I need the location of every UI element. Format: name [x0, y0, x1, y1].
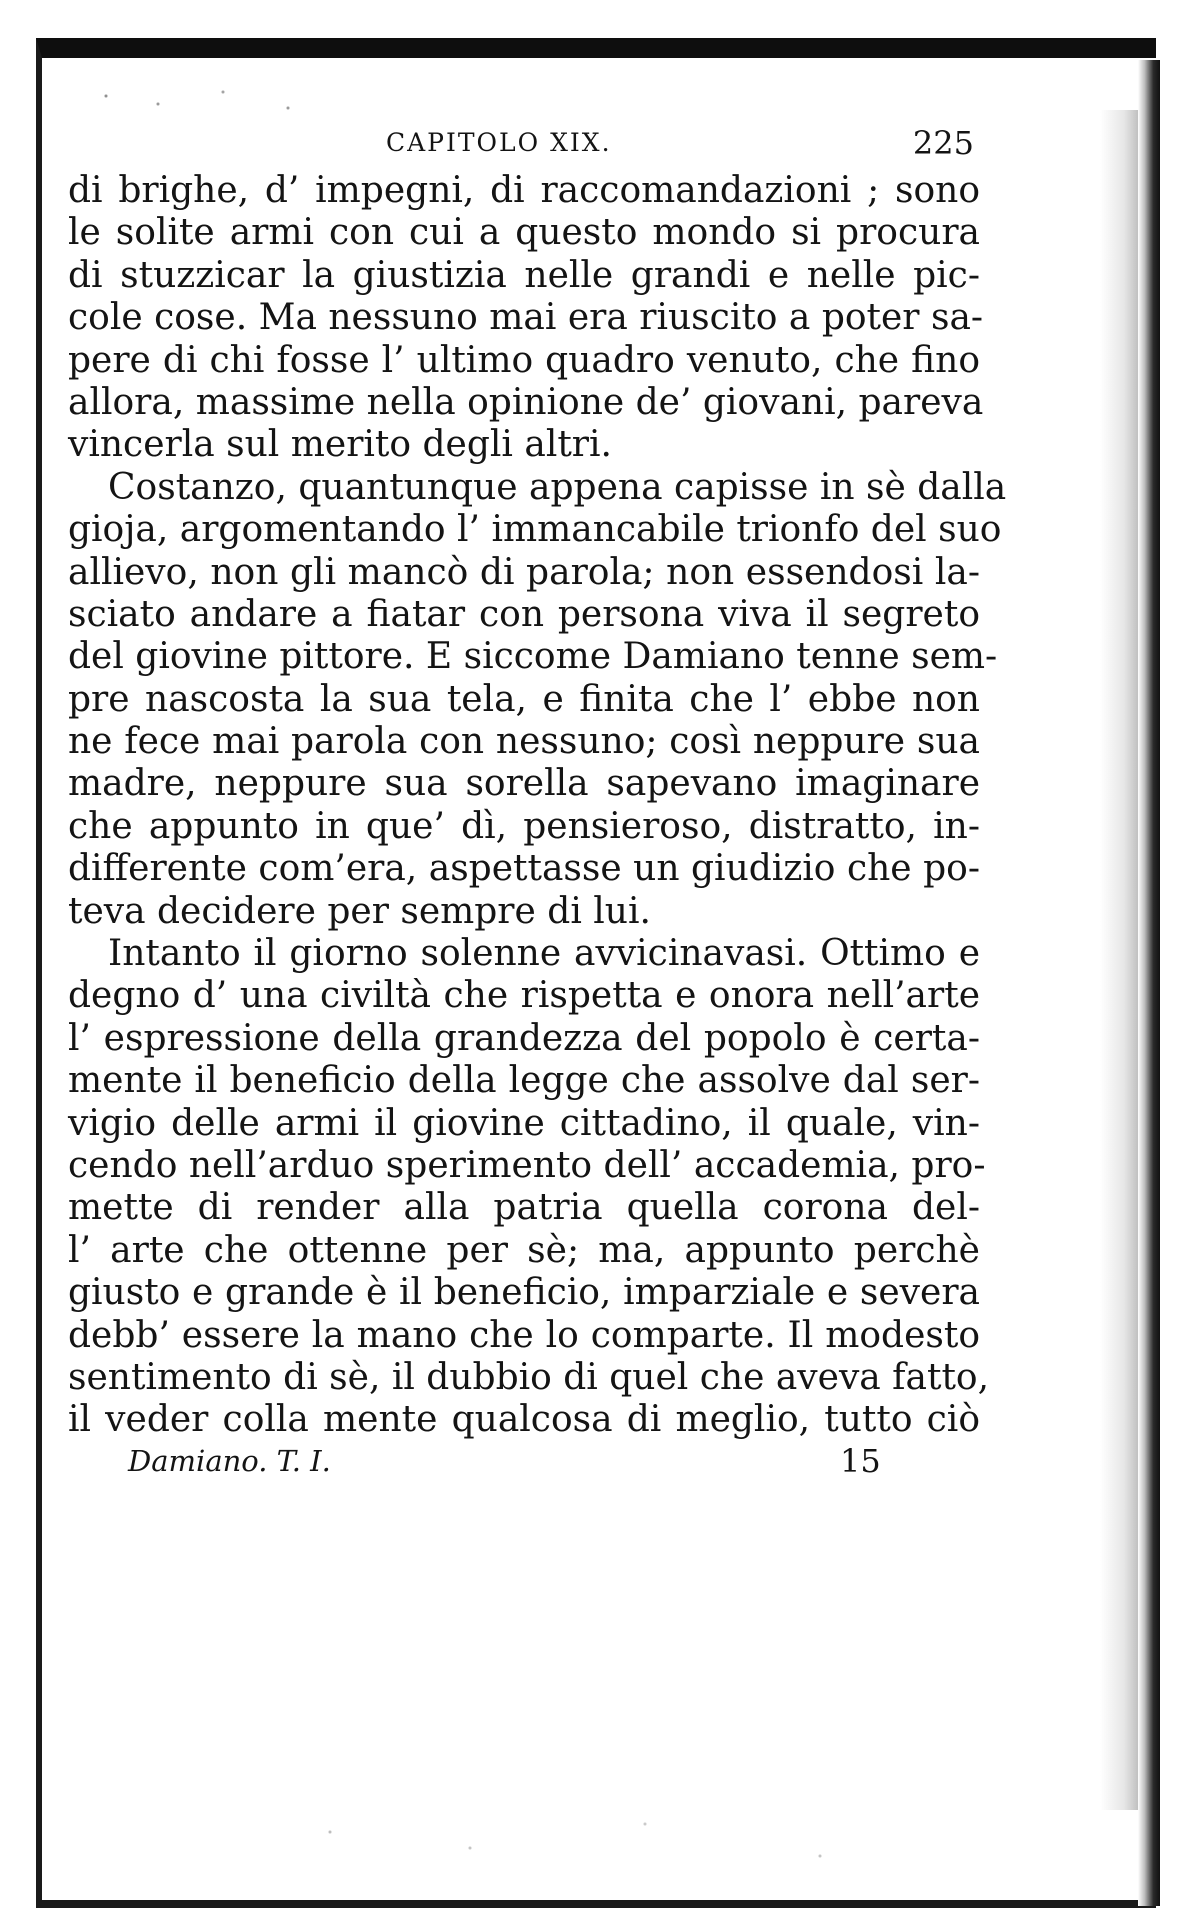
text-line: Costanzo, quantunque appena capisse in sè dalla: [108, 466, 1007, 508]
text-line: l’ arte che ottenne per sè; ma, appunto perchè: [68, 1229, 980, 1271]
text-line: gioja, argomentando l’ immancabile trionfo del suo: [68, 509, 1002, 551]
text-line: giusto e grande è il beneficio, imparziale e severa: [68, 1272, 980, 1314]
text-line: allievo, non gli mancò di parola; non essendosi la-: [68, 551, 980, 593]
scan-speckle-top: [80, 80, 340, 120]
paragraph-3: [68, 933, 990, 1442]
text-line: degno d’ una civiltà che rispetta e onora nell’arte: [68, 975, 980, 1017]
body-text: [68, 170, 1007, 1442]
text-line: di brighe, d’ impegni, di raccomandazioni ; sono: [68, 170, 980, 211]
chapter-title: CAPITOLO XIX.: [386, 128, 612, 157]
text-line: pre nascosta la sua tela, e finita che l’ ebbe non: [68, 678, 980, 720]
page-number: 225: [912, 124, 974, 162]
page-edge: [1138, 60, 1160, 1906]
text-line: ne fece mai parola con nessuno; così neppure sua: [68, 721, 980, 763]
text-line: mette di render alla patria quella corona del-: [68, 1187, 980, 1229]
text-line: allora, massime nella opinione de’ giovani, pareva: [68, 381, 984, 423]
text-line: il veder colla mente qualcosa di meglio, tutto ciò: [68, 1399, 980, 1441]
text-line: vincerla sul merito degli altri.: [68, 424, 612, 466]
text-line: di stuzzicar la giustizia nelle grandi e nelle pic-: [68, 254, 980, 296]
text-line: Intanto il giorno solenne avvicinavasi. Ottimo e: [108, 933, 980, 975]
paragraph-1: [68, 170, 984, 467]
page-footer: [68, 1442, 980, 1486]
book-page: [68, 124, 1007, 1486]
text-line: mente il beneficio della legge che assolve dal ser-: [68, 1060, 980, 1102]
text-line: pere di chi fosse l’ ultimo quadro venuto, che fino: [68, 339, 980, 381]
signature-line: Damiano. T. I.: [128, 1443, 331, 1478]
signature-mark: 15: [840, 1441, 881, 1480]
text-line: teva decidere per sempre di lui.: [68, 890, 651, 932]
scan-speckle-bottom: [260, 1800, 960, 1880]
text-line: debb’ essere la mano che lo comparte. Il modesto: [68, 1314, 980, 1356]
running-head: [68, 124, 980, 168]
text-line: sciato andare a fiatar con persona viva il segreto: [68, 593, 980, 635]
text-line: del giovine pittore. E siccome Damiano tenne sem-: [68, 636, 998, 678]
text-line: madre, neppure sua sorella sapevano imaginare: [68, 763, 980, 805]
text-line: cole cose. Ma nessuno mai era riuscito a poter sa-: [68, 297, 984, 339]
text-line: vigio delle armi il giovine cittadino, il quale, vin-: [68, 1102, 980, 1144]
page-fold-shadow: [1100, 110, 1140, 1810]
text-line: differente com’era, aspettasse un giudizio che po-: [68, 848, 980, 890]
text-line: le solite armi con cui a questo mondo si procura: [68, 212, 980, 254]
text-line: che appunto in que’ dì, pensieroso, distratto, in-: [68, 805, 980, 847]
text-line: sentimento di sè, il dubbio di quel che aveva fatto,: [68, 1356, 990, 1398]
paragraph-2: [68, 466, 1007, 933]
text-line: cendo nell’arduo sperimento dell’ accademia, pro-: [68, 1144, 986, 1186]
text-line: l’ espressione della grandezza del popolo è certa-: [68, 1017, 980, 1059]
